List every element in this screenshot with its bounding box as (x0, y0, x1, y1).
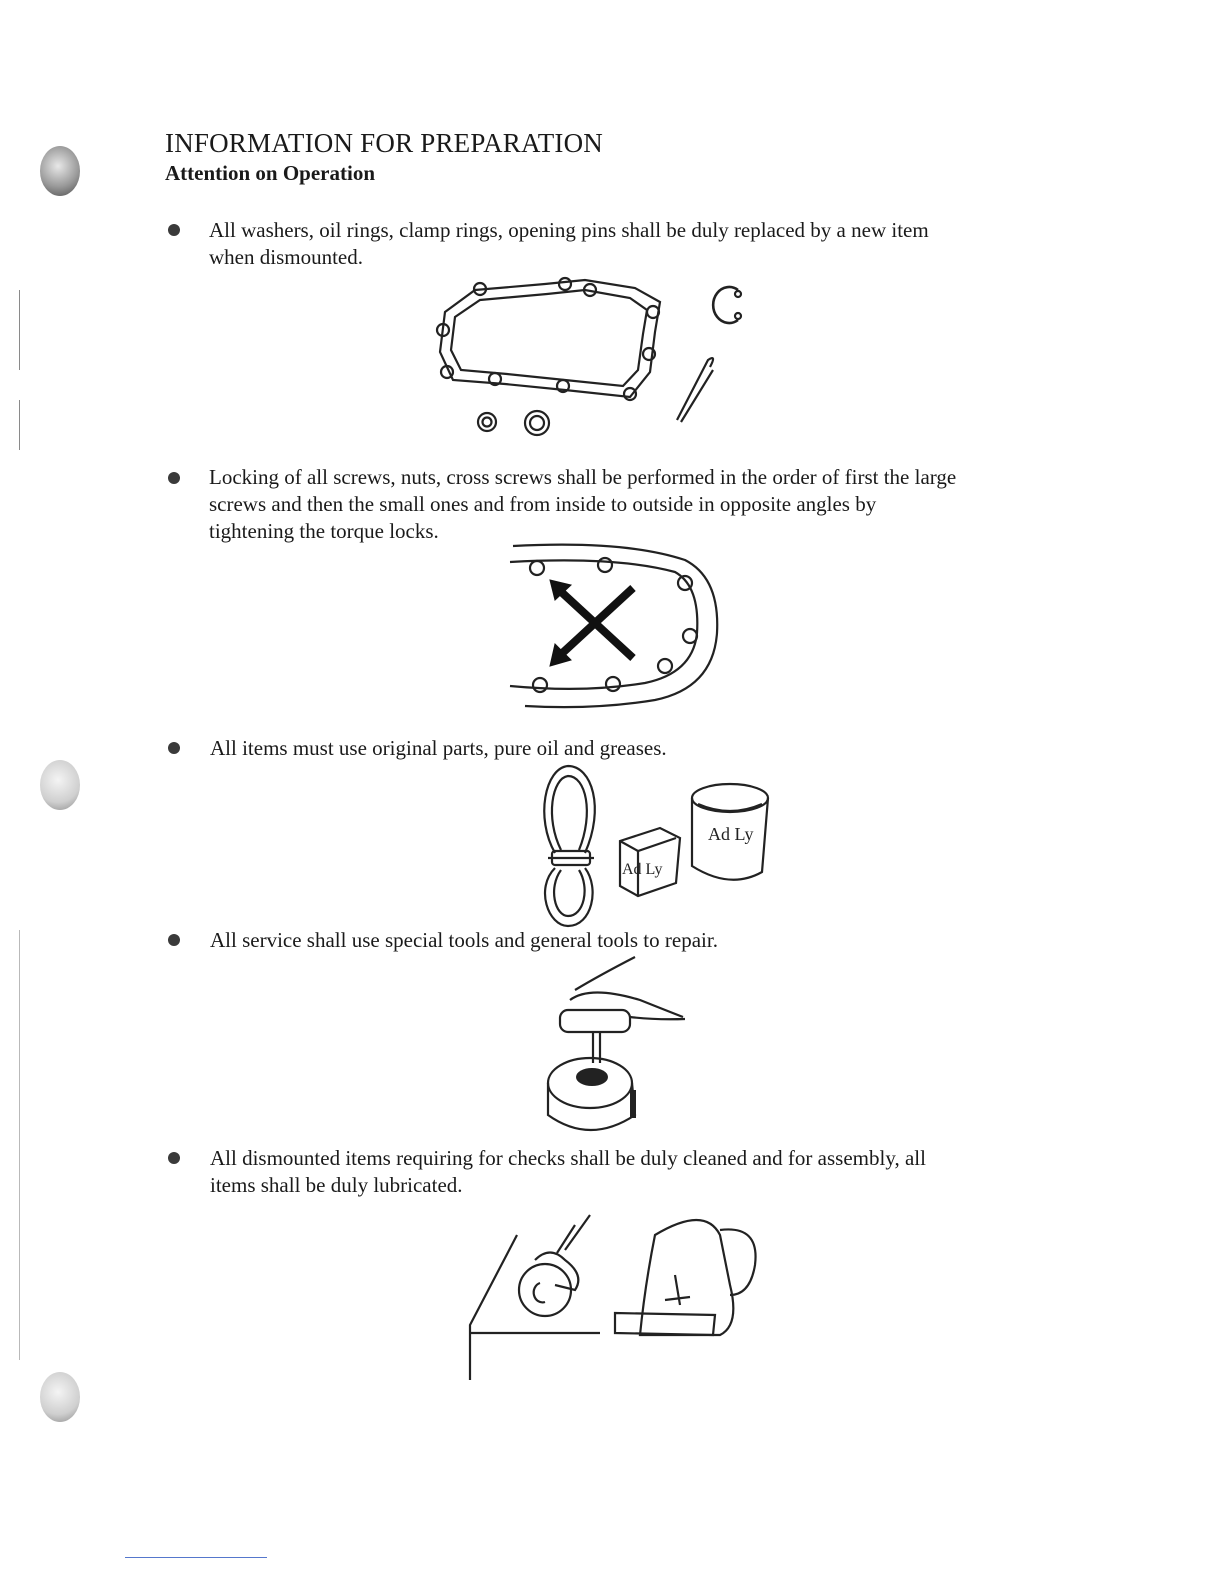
item-2-line-1: Locking of all screws, nuts, cross screws shall be performed in the order of first the large (209, 465, 957, 489)
item-5-line-1: All dismounted items requiring for checks shall be duly cleaned and for assembly, all (210, 1146, 926, 1170)
bullet (168, 1152, 180, 1164)
oil-can-label: Ad Ly (708, 824, 754, 844)
hammer-tool-icon (545, 955, 695, 1140)
bullet (168, 224, 180, 236)
cleaning-lubricating-icon (465, 1205, 765, 1385)
page-title: INFORMATION FOR PREPARATION (165, 128, 603, 158)
item-5-line-2: items shall be duly lubricated. (210, 1173, 463, 1197)
bullet (168, 742, 180, 754)
item-2-text (209, 464, 1057, 545)
punch-hole-top (40, 146, 80, 196)
grease-box-label: Ad Ly (622, 861, 663, 878)
footer-rule (125, 1557, 267, 1558)
margin-mark (19, 400, 20, 450)
bullet (168, 934, 180, 946)
section-subtitle: Attention on Operation (165, 161, 375, 185)
item-5-text (210, 1145, 1057, 1199)
margin-mark (19, 930, 20, 1360)
punch-hole-middle (40, 760, 80, 810)
oil-grease-cans-icon (530, 758, 780, 928)
gasket-washers-clip-icon (425, 272, 765, 442)
bullet (168, 472, 180, 484)
item-1-text (209, 217, 1057, 271)
cross-tightening-pattern-icon (505, 538, 730, 713)
margin-mark (19, 290, 20, 370)
item-4-line-1: All service shall use special tools and general tools to repair. (210, 928, 718, 952)
punch-hole-bottom (40, 1372, 80, 1422)
item-2-line-2: screws and then the small ones and from inside to outside in opposite angles by (209, 492, 877, 516)
item-1-line-2: when dismounted. (209, 245, 363, 269)
item-3-line-1: All items must use original parts, pure oil and greases. (210, 736, 667, 760)
item-1-line-1: All washers, oil rings, clamp rings, opening pins shall be duly replaced by a new item (209, 218, 929, 242)
item-2-line-3: tightening the torque locks. (209, 519, 439, 543)
